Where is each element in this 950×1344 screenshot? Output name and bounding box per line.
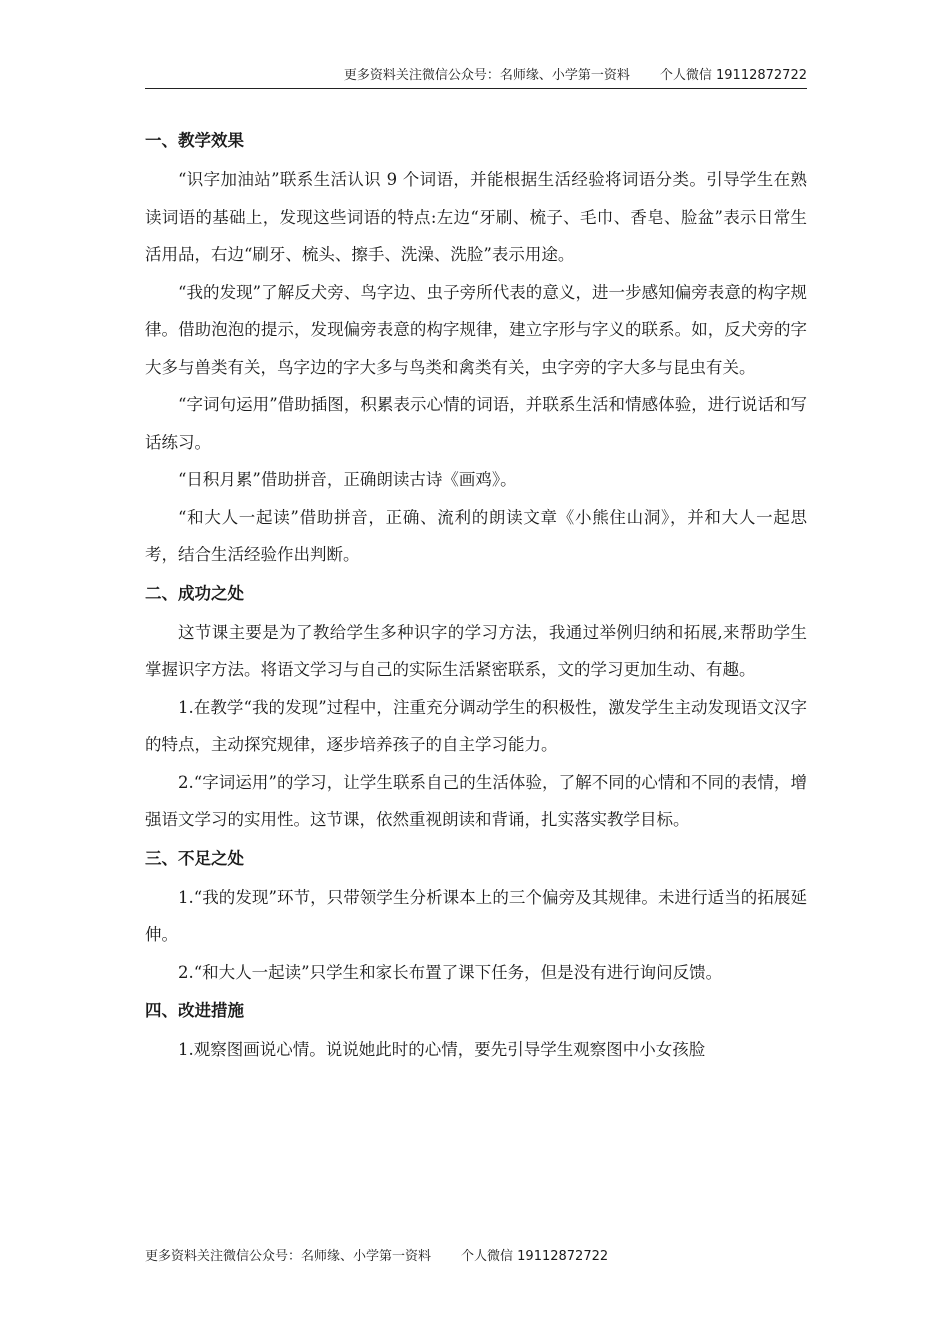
paragraph: “和大人一起读”借助拼音，正确、流利的朗读文章《小熊住山洞》，并和大人一起思考，结合生活经验作出判断。 xyxy=(145,507,807,564)
section-title: 三、不足之处 xyxy=(145,848,244,868)
section-shortcomings xyxy=(145,839,807,992)
section-title: 一、教学效果 xyxy=(145,131,244,150)
footer-wechat-text: 个人微信 19112872722 xyxy=(461,1249,609,1264)
page-footer xyxy=(145,1249,608,1265)
section-title: 二、成功之处 xyxy=(145,583,244,603)
paragraph: 1.在教学“我的发现”过程中，注重充分调动学生的积极性，激发学生主动发现语文汉字的特点，主动探究规律，逐步培养孩子的自主学习能力。 xyxy=(145,697,807,754)
paragraph: 2.“和大人一起读”只学生和家长布置了课下任务，但是没有进行询问反馈。 xyxy=(178,962,723,982)
paragraph: 1.观察图画说心情。说说她此时的心情，要先引导学生观察图中小女孩脸 xyxy=(178,1040,706,1059)
paragraph: 这节课主要是为了教给学生多种识字的学习方法，我通过举例归纳和拓展,来帮助学生掌握识字方法。将语文学习与自己的实际生活紧密联系，文的学习更加生动、有趣。 xyxy=(145,622,807,679)
paragraph: “字词句运用”借助插图，积累表示心情的词语，并联系生活和情感体验，进行说话和写话练习。 xyxy=(145,395,807,452)
section-teaching-effect xyxy=(145,121,807,574)
paragraph: “识字加油站”联系生活认识 9 个词语，并能根据生活经验将词语分类。引导学生在熟读词语的基础上，发现这些词语的特点:左边“牙刷、梳子、毛巾、香皂、脸盆”表示日常生活用品，右边“刷牙、梳头、擦手、洗澡、洗脸”表示用途。 xyxy=(145,170,807,264)
header-wechat-text: 个人微信 19112872722 xyxy=(659,68,807,83)
paragraph: 2.“字词运用”的学习，让学生联系自己的生活体验，了解不同的心情和不同的表情，增强语文学习的实用性。这节课，依然重视朗读和背诵，扎实落实教学目标。 xyxy=(145,772,807,829)
header-source-text: 更多资料关注微信公众号：名师缘、小学第一资料 xyxy=(343,68,630,83)
paragraph: “我的发现”了解反犬旁、鸟字边、虫子旁所代表的意义，进一步感知偏旁表意的构字规律。借助泡泡的提示，发现偏旁表意的构字规律，建立字形与字义的联系。如，反犬旁的字大多与兽类有关，鸟字边的字大多与鸟类和禽类有关，虫字旁的字大多与昆虫有关。 xyxy=(145,282,807,377)
page-header xyxy=(145,68,807,89)
paragraph: “日积月累”借助拼音，正确朗读古诗《画鸡》。 xyxy=(178,470,517,489)
paragraph: 1.“我的发现”环节，只带领学生分析课本上的三个偏旁及其规律。未进行适当的拓展延伸。 xyxy=(145,887,807,944)
section-improvements xyxy=(145,991,807,1069)
section-title: 四、改进措施 xyxy=(145,1001,244,1020)
document-body xyxy=(145,121,807,1069)
footer-source-text: 更多资料关注微信公众号：名师缘、小学第一资料 xyxy=(145,1249,432,1264)
section-successes xyxy=(145,574,807,839)
